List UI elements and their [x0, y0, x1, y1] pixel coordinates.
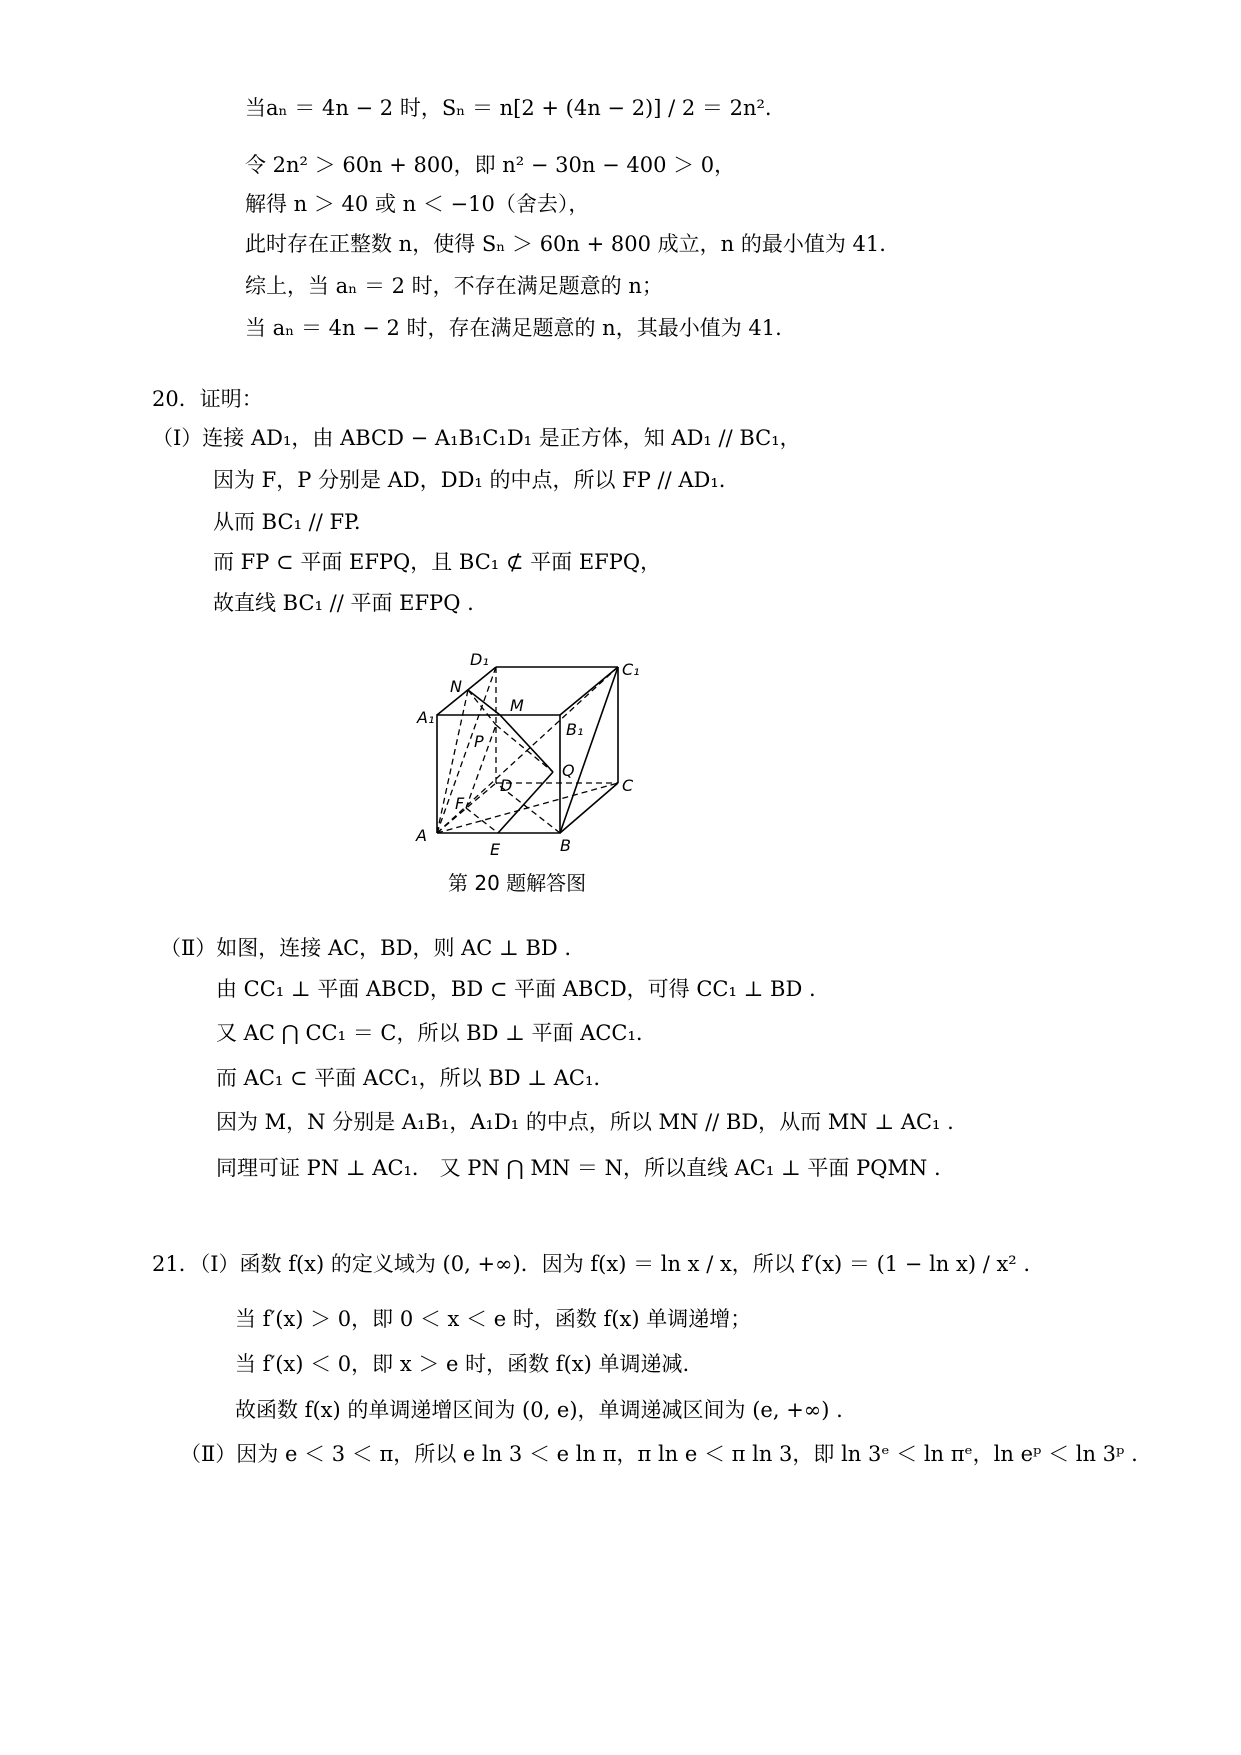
- q19-line-2: 令 2n² ＞ 60n + 800，即 n² − 30n − 400 ＞ 0，: [245, 153, 736, 177]
- label-B1: B₁: [566, 720, 584, 739]
- label-D: D: [500, 776, 513, 795]
- q20-part2-line-2: 由 CC₁ ⊥ 平面 ABCD，BD ⊂ 平面 ABCD，可得 CC₁ ⊥ BD .: [216, 977, 816, 1001]
- label-C1: C₁: [622, 660, 640, 679]
- q21-line-5: （Ⅱ）因为 e ＜ 3 ＜ π，所以 e ln 3 ＜ e ln π，π ln e ＜ π ln 3，即 ln 3ᵉ ＜ ln πᵉ，ln eᵖ ＜ ln 3ᵖ .: [180, 1442, 1138, 1466]
- label-F: F: [455, 794, 465, 813]
- q20-part1-line-2: 因为 F，P 分别是 AD，DD₁ 的中点，所以 FP // AD₁.: [213, 468, 726, 492]
- label-M: M: [510, 696, 524, 715]
- q19-line-6: 当 aₙ ＝ 4n − 2 时，存在满足题意的 n，其最小值为 41.: [245, 316, 782, 340]
- q21-line-1: 21．（Ⅰ）函数 f(x) 的定义域为 (0, +∞)．因为 f(x) ＝ ln x / x，所以 f′(x) ＝ (1 − ln x) / x² .: [152, 1252, 1031, 1276]
- label-N: N: [450, 677, 462, 696]
- q20-part1-line-3: 从而 BC₁ // FP.: [213, 510, 361, 534]
- q20-header: 20．证明：: [152, 387, 263, 411]
- q21-line-4: 故函数 f(x) 的单调递增区间为 (0, e)，单调递减区间为 (e, +∞) .: [235, 1398, 843, 1422]
- q21-line-3: 当 f′(x) ＜ 0，即 x ＞ e 时，函数 f(x) 单调递减.: [235, 1352, 690, 1376]
- q20-part1-line-1: （Ⅰ）连接 AD₁，由 ABCD − A₁B₁C₁D₁ 是正方体，知 AD₁ // BC₁，: [152, 426, 801, 450]
- label-E: E: [490, 840, 501, 859]
- q19-line-1: 当aₙ ＝ 4n − 2 时，Sₙ ＝ n[2 + (4n − 2)] / 2 ＝ 2n².: [245, 96, 772, 120]
- q21-line-2: 当 f′(x) ＞ 0，即 0 ＜ x ＜ e 时，函数 f(x) 单调递增；: [235, 1307, 752, 1331]
- q20-part2-line-5: 因为 M，N 分别是 A₁B₁，A₁D₁ 的中点，所以 MN // BD，从而 MN ⊥ AC₁ .: [216, 1110, 954, 1134]
- label-A1: A₁: [417, 708, 435, 727]
- label-A: A: [416, 826, 427, 845]
- label-C: C: [622, 776, 634, 795]
- label-D1: D₁: [470, 650, 489, 669]
- q20-part2-line-1: （Ⅱ）如图，连接 AC，BD，则 AC ⊥ BD .: [160, 936, 572, 960]
- cube-figure: [400, 645, 660, 865]
- q20-part1-line-5: 故直线 BC₁ // 平面 EFPQ .: [213, 591, 474, 615]
- q19-line-4: 此时存在正整数 n，使得 Sₙ ＞ 60n + 800 成立，n 的最小值为 41.: [245, 232, 886, 256]
- label-B: B: [560, 836, 571, 855]
- q20-part1-line-4: 而 FP ⊂ 平面 EFPQ，且 BC₁ ⊄ 平面 EFPQ，: [213, 550, 662, 574]
- q20-part2-line-4: 而 AC₁ ⊂ 平面 ACC₁，所以 BD ⊥ AC₁.: [216, 1066, 601, 1090]
- q19-line-3: 解得 n ＞ 40 或 n ＜ −10（舍去），: [245, 192, 590, 216]
- label-P: P: [474, 732, 484, 751]
- q19-line-5: 综上，当 aₙ ＝ 2 时，不存在满足题意的 n；: [245, 274, 663, 298]
- q20-part2-line-3: 又 AC ⋂ CC₁ ＝ C，所以 BD ⊥ 平面 ACC₁.: [216, 1021, 643, 1045]
- label-Q: Q: [562, 761, 575, 780]
- figure-caption: 第 20 题解答图: [448, 871, 587, 895]
- q20-part2-line-6: 同理可证 PN ⊥ AC₁． 又 PN ⋂ MN ＝ N，所以直线 AC₁ ⊥ 平面 PQMN .: [216, 1156, 941, 1180]
